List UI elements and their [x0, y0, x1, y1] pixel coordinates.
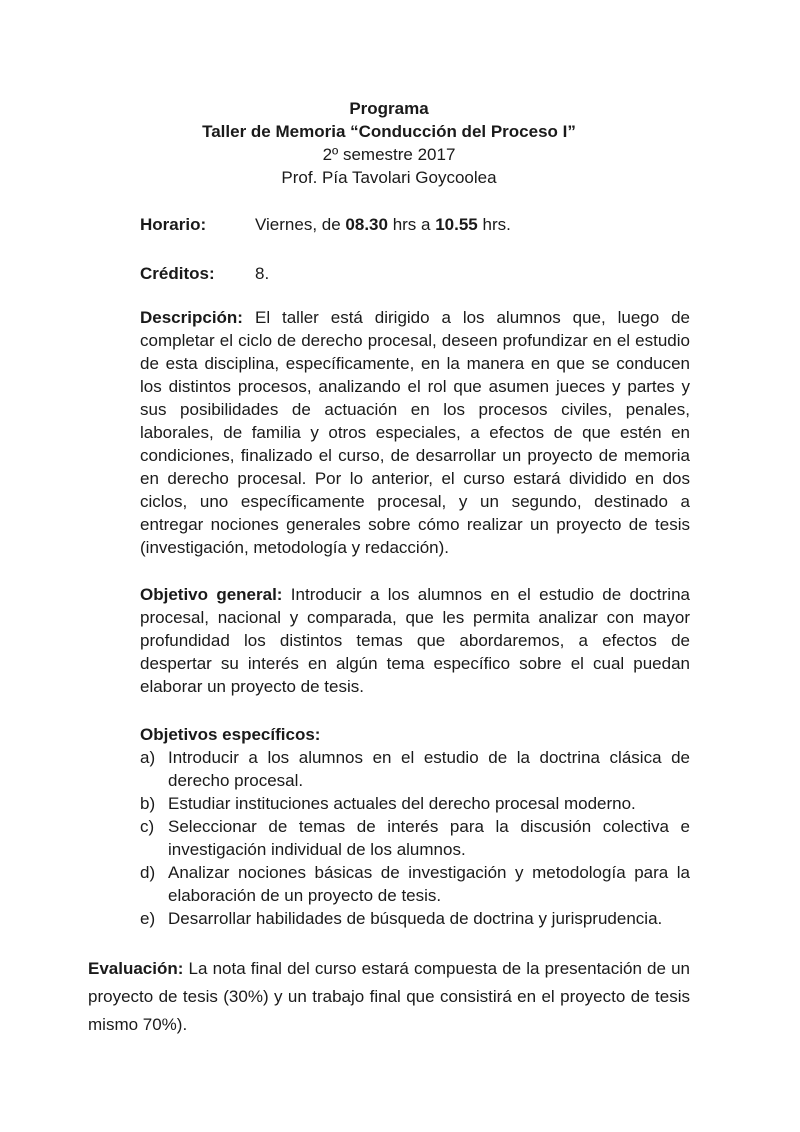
schedule-value	[255, 213, 690, 236]
list-item	[140, 792, 690, 815]
schedule-start-time: 08.30	[345, 215, 388, 234]
list-item-marker: a)	[140, 748, 156, 767]
list-item-text: Introducir a los alumnos en el estudio de la doctrina clásica de derecho procesal.	[168, 748, 690, 790]
schedule-row	[140, 213, 690, 236]
document-header	[88, 97, 690, 189]
description-text: El taller está dirigido a los alumnos que, luego de completar el ciclo de derecho procesal, deseen profundizar en el estudio de esta disciplina, específicamente, en la manera en que se conducen los distintos procesos, analizando el rol que asumen jueces y partes y sus posibilidades de actuación en los procesos civiles, penales, laborales, de familia y otros especiales, a efectos de que estén en condiciones, finalizado el curso, de desarrollar un proyecto de memoria en derecho procesal. Por lo anterior, el curso estará dividido en dos ciclos, uno específicamente procesal, y un segundo, destinado a entregar nociones generales sobre cómo realizar un proyecto de tesis (investigación, metodología y redacción).	[140, 308, 690, 557]
list-item-text: Analizar nociones básicas de investigación y metodología para la elaboración de un proyecto de tesis.	[168, 863, 690, 905]
doc-professor: Prof. Pía Tavolari Goycoolea	[281, 168, 497, 187]
general-objective-label: Objetivo general:	[140, 585, 283, 604]
list-item	[140, 746, 690, 792]
list-item-text: Estudiar instituciones actuales del derecho procesal moderno.	[168, 794, 636, 813]
list-item	[140, 815, 690, 861]
specific-objectives-list	[140, 746, 690, 930]
evaluation-label: Evaluación:	[88, 959, 184, 978]
list-item-marker: b)	[140, 794, 156, 813]
list-item-marker: c)	[140, 817, 155, 836]
description-label: Descripción:	[140, 308, 243, 327]
evaluation-paragraph	[88, 955, 690, 1039]
list-item-text: Desarrollar habilidades de búsqueda de doctrina y jurisprudencia.	[168, 909, 663, 928]
list-item	[140, 861, 690, 907]
general-objective-text: Introducir a los alumnos en el estudio de doctrina procesal, nacional y comparada, que les permita analizar con mayor profundidad los distintos temas que abordaremos, a efectos de despertar su interés en algún tema específico sobre el cual puedan elaborar un proyecto de tesis.	[140, 585, 690, 696]
schedule-value-part: hrs a	[387, 215, 436, 234]
specific-objectives-heading: Objetivos específicos:	[140, 725, 321, 744]
doc-title: Programa	[349, 99, 429, 118]
doc-subtitle: Taller de Memoria “Conducción del Proceso I”	[202, 122, 576, 141]
list-item	[140, 907, 690, 930]
general-objective-paragraph	[140, 583, 690, 698]
list-item-marker: d)	[140, 863, 156, 882]
credits-label: Créditos:	[140, 264, 215, 283]
list-item-text: Seleccionar de temas de interés para la discusión colectiva e investigación individual de los alumnos.	[168, 817, 690, 859]
schedule-value-part: hrs.	[477, 215, 511, 234]
credits-value: 8.	[255, 264, 270, 283]
description-paragraph	[140, 306, 690, 559]
doc-semester: 2º semestre 2017	[322, 145, 456, 164]
list-item-marker: e)	[140, 909, 156, 928]
schedule-value-part: Viernes, de	[255, 215, 346, 234]
schedule-label: Horario:	[140, 215, 207, 234]
schedule-end-time: 10.55	[435, 215, 478, 234]
evaluation-text: La nota final del curso estará compuesta de la presentación de un proyecto de tesis (30%) y un trabajo final que consistirá en el proyecto de tesis mismo 70%).	[88, 959, 690, 1034]
credits-row	[140, 262, 690, 285]
